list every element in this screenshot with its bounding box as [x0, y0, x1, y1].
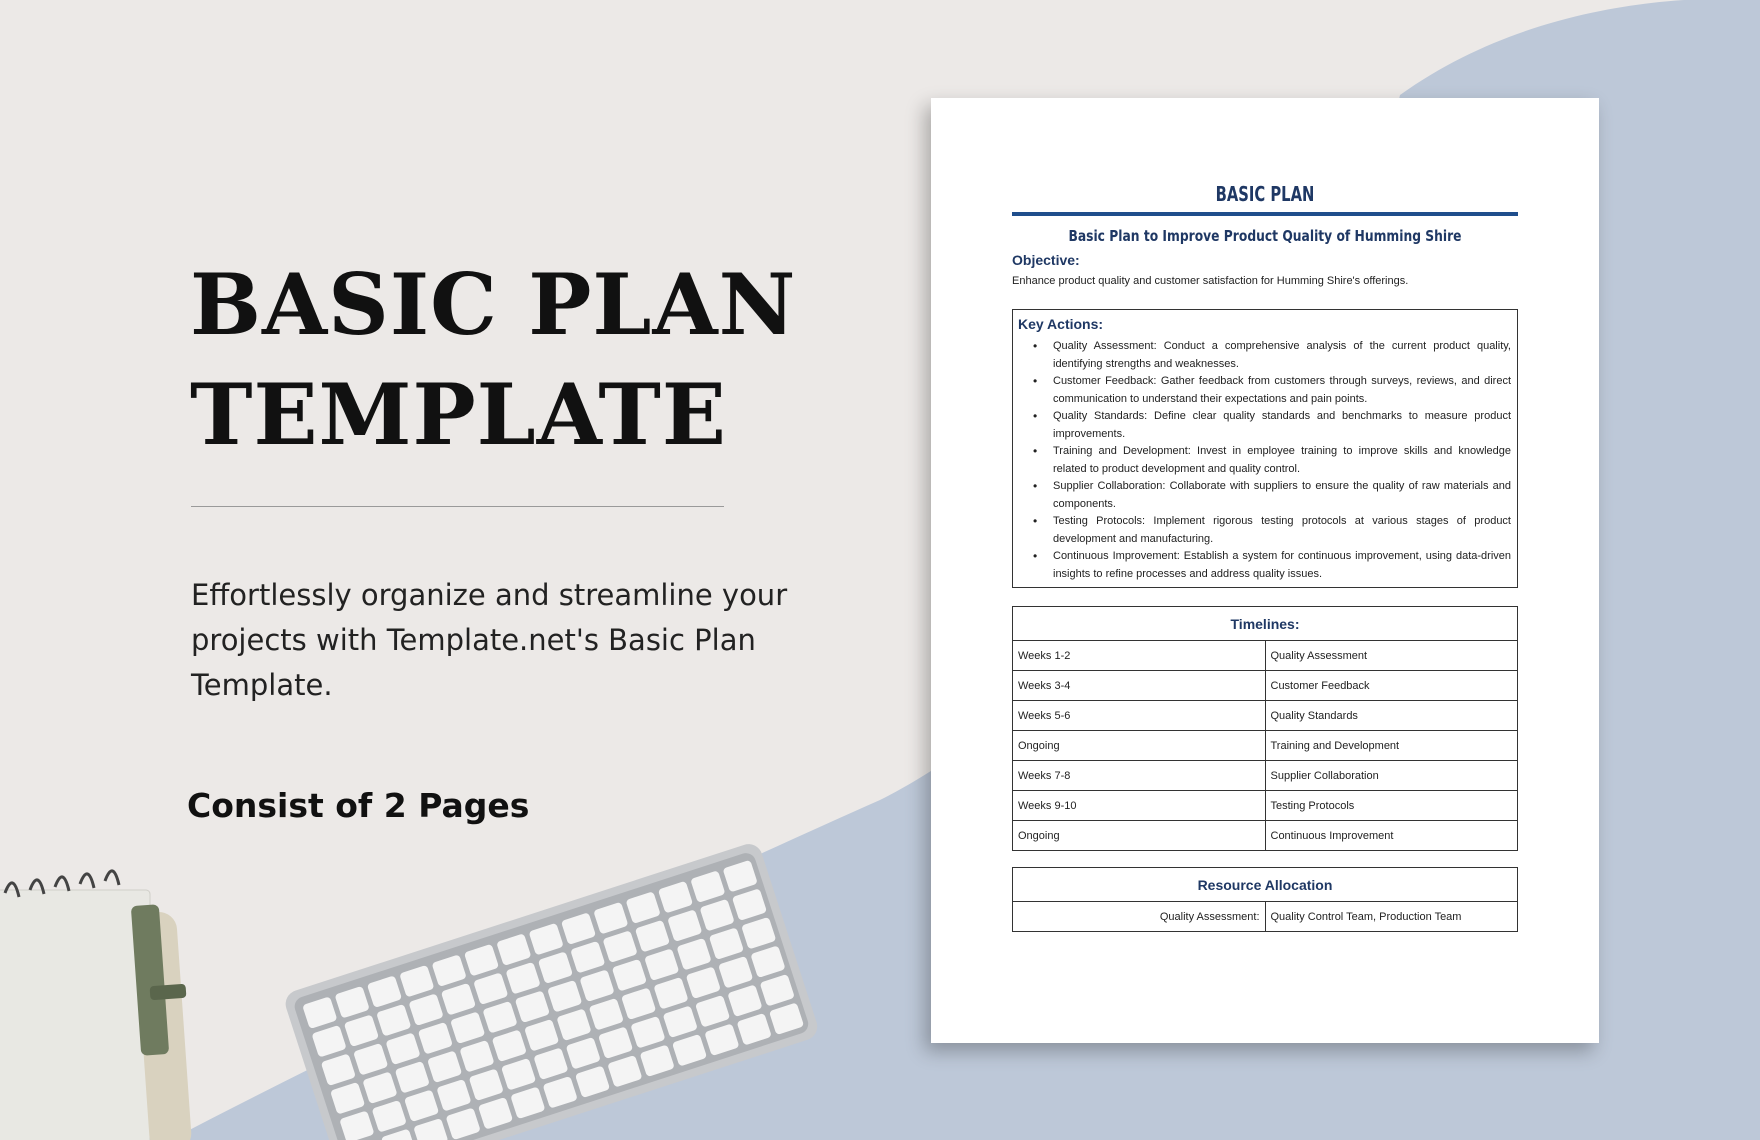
list-item: • Customer Feedback: Gather feedback from customers through surveys, reviews, and direct communication to understand their expectations and pain points.	[1053, 373, 1511, 408]
table-row	[1013, 791, 1518, 821]
task-cell: Quality Assessment	[1265, 641, 1518, 671]
table-row	[1013, 671, 1518, 701]
hero-title-line-2: TEMPLATE	[190, 365, 727, 464]
key-actions-box	[1012, 309, 1518, 588]
list-item: • Testing Protocols: Implement rigorous testing protocols at various stages of product development and manufacturing.	[1053, 513, 1511, 548]
period-cell: Ongoing	[1013, 731, 1266, 761]
table-row	[1013, 761, 1518, 791]
table-row	[1013, 731, 1518, 761]
task-cell: Testing Protocols	[1265, 791, 1518, 821]
hero-tagline: Effortlessly organize and streamline your projects with Template.net's Basic Plan Template.	[191, 578, 788, 702]
objective-label: Objective:	[1012, 252, 1080, 268]
period-cell: Weeks 3-4	[1013, 671, 1266, 701]
timelines-header: Timelines:	[1013, 607, 1518, 641]
key-actions-label: Key Actions:	[1018, 316, 1104, 332]
timelines-table	[1012, 606, 1518, 851]
pages-note: Consist of 2 Pages	[187, 786, 530, 825]
task-cell: Training and Development	[1265, 731, 1518, 761]
period-cell: Weeks 7-8	[1013, 761, 1266, 791]
notepad-icon	[0, 871, 150, 1140]
title-underline	[1012, 212, 1518, 216]
task-cell: Quality Standards	[1265, 701, 1518, 731]
list-item: • Continuous Improvement: Establish a system for continuous improvement, using data-driven insights to refine processes and address quality issues.	[1053, 548, 1511, 583]
period-cell: Weeks 5-6	[1013, 701, 1266, 731]
hero-title	[190, 250, 796, 470]
task-cell: Supplier Collaboration	[1265, 761, 1518, 791]
list-item: • Training and Development: Invest in employee training to improve skills and knowledge related to product development and quality control.	[1053, 443, 1511, 478]
table-row	[1013, 821, 1518, 851]
resource-allocation-table	[1012, 867, 1518, 932]
table-row	[1013, 902, 1518, 932]
task-cell: Customer Feedback	[1265, 671, 1518, 701]
period-cell: Weeks 1-2	[1013, 641, 1266, 671]
period-cell: Weeks 9-10	[1013, 791, 1266, 821]
task-cell: Continuous Improvement	[1265, 821, 1518, 851]
resources-header: Resource Allocation	[1013, 868, 1518, 902]
resource-item-cell: Quality Assessment:	[1013, 902, 1266, 932]
document-page	[931, 98, 1599, 1043]
period-cell: Ongoing	[1013, 821, 1266, 851]
resource-team-cell: Quality Control Team, Production Team	[1265, 902, 1518, 932]
table-row	[1013, 701, 1518, 731]
objective-text: Enhance product quality and customer satisfaction for Humming Shire's offerings.	[1012, 275, 1409, 287]
list-item: • Supplier Collaboration: Collaborate with suppliers to ensure the quality of raw materials and components.	[1053, 478, 1511, 513]
key-actions-list	[1053, 338, 1511, 583]
table-row	[1013, 641, 1518, 671]
list-item: • Quality Assessment: Conduct a comprehensive analysis of the current product quality, identifying strengths and weaknesses.	[1053, 338, 1511, 373]
list-item: • Quality Standards: Define clear quality standards and benchmarks to measure product improvements.	[1053, 408, 1511, 443]
hero-title-line-1: BASIC PLAN	[190, 255, 797, 354]
document-title: BASIC PLAN	[1215, 182, 1315, 206]
divider	[191, 506, 724, 507]
document-subtitle: Basic Plan to Improve Product Quality of Humming Shire	[1068, 227, 1462, 245]
